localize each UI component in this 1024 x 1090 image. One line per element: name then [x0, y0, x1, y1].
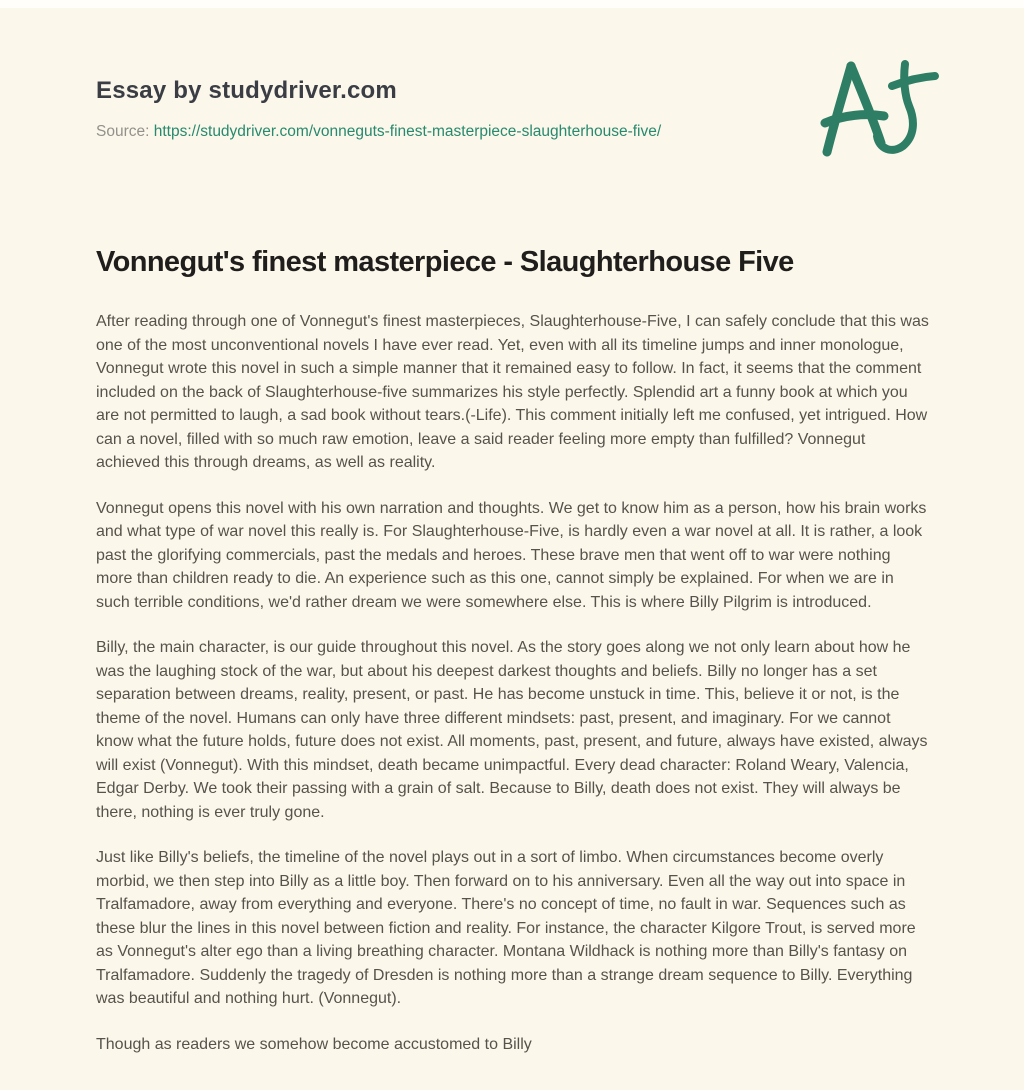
paragraph-1: After reading through one of Vonnegut's finest masterpieces, Slaughterhouse-Five, I can safely conclude that this was one of the most unconventional novels I have ever read. Yet, even with all its timeline jumps and inner monologue, Vonnegut wrote this novel in such a simple manner that it remained easy to follow. In fact, it seems that the comment included on the back of Slaughterhouse-five summarizes his style perfectly. Splendid art a funny book at which you are not permitted to laugh, a sad book without tears.(-Life). This comment initially left me confused, yet intrigued. How can a novel, filled with so much raw emotion, leave a said reader feeling more empty than fulfilled? Vonnegut achieved this through dreams, as well as reality.	[96, 313, 929, 471]
paragraph-2: Vonnegut opens this novel with his own narration and thoughts. We get to know him as a person, how his brain works and what type of war novel this really is. For Slaughterhouse-Five, is hardly even a war novel at all. It is rather, a look past the glorifying commercials, past the medals and heroes. These brave men that went off to war were nothing more than children ready to die. An experience such as this one, cannot simply be explained. For when we are in such terrible conditions, we'd rather dream we were somewhere else. This is where Billy Pilgrim is introduced.	[96, 499, 927, 611]
article-body	[96, 310, 930, 1056]
source-label: Source:	[96, 123, 150, 140]
article-title: Vonnegut's finest masterpiece - Slaughterhouse Five	[96, 246, 794, 278]
paragraph-4: Just like Billy's beliefs, the timeline of the novel plays out in a sort of limbo. When circumstances become overly morbid, we then step into Billy as a little boy. Then forward on to his anniversary. Even all the way out into space in Tralfamadore, away from everything and everyone. There's no concept of time, no fault in war. Sequences such as these blur the lines in this novel between fiction and reality. For instance, the character Kilgore Trout, is served more as Vonnegut's alter ego than a living breathing character. Montana Wildhack is nothing more than Billy's fantasy on Tralfamadore. Suddenly the tragedy of Dresden is nothing more than a strange dream sequence to Billy. Everything was beautiful and nothing hurt. (Vonnegut).	[96, 849, 916, 1007]
source-row	[96, 122, 930, 142]
paragraph-3: Billy, the main character, is our guide throughout this novel. As the story goes along we not only learn about how he was the laughing stock of the war, but about his deepest darkest thoughts and beliefs. Billy no longer has a set separation between dreams, reality, present, or past. He has become unstuck in time. This, believe it or not, is the theme of the novel. Humans can only have three different mindsets: past, present, and imaginary. For we cannot know what the future holds, future does not exist. All moments, past, present, and future, always have existed, always will exist (Vonnegut). With this mindset, death became unimpactful. Every dead character: Roland Weary, Valencia, Edgar Derby. We took their passing with a grain of salt. Because to Billy, death does not exist. They will always be there, nothing is ever truly gone.	[96, 639, 928, 821]
source-url-link[interactable]: https://studydriver.com/vonneguts-finest-masterpiece-slaughterhouse-five/	[153, 123, 662, 140]
a-plus-logo-icon	[820, 56, 950, 171]
document-header	[96, 76, 930, 142]
paragraph-5-truncated: Though as readers we somehow become accustomed to Billy	[96, 1035, 532, 1053]
essay-by-heading: Essay by studydriver.com	[96, 77, 397, 104]
